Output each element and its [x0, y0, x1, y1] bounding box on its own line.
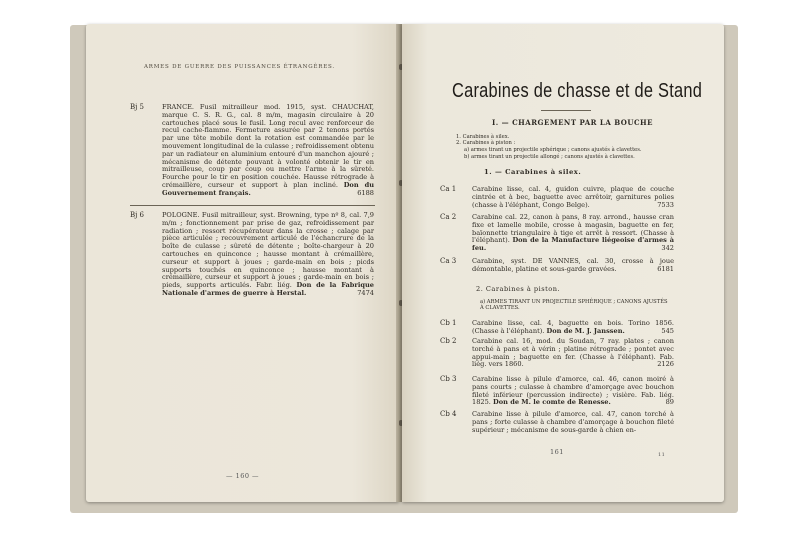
entry-code: Cb 4 — [440, 410, 457, 418]
entry-cb3 — [440, 376, 674, 412]
subsection-heading: 2. Carabines à piston. — [476, 285, 561, 293]
entry-bj6 — [130, 212, 376, 322]
entry-code: Ca 2 — [440, 213, 457, 221]
entry-ca1 — [440, 186, 674, 216]
title-rule — [541, 110, 591, 111]
entry-text: Carabine, syst. DE VANNES, cal. 30, crosse à joue démontable, platine et sous-garde gravées. 6181 — [472, 257, 674, 273]
entry-code: Bj 5 — [130, 103, 144, 111]
toc-item: a) armes tirant un projectile sphérique ; canons ajustés à clavettes. — [464, 147, 642, 153]
entry-text: Carabine lisse, cal. 4, guidon cuivre, plaque de couche cintrée et à bec, baguette avec arrêtoir, garnitures polies (chasse à l'éléphant, Congo Belge). 7533 — [472, 185, 674, 209]
entry-code: Cb 2 — [440, 337, 457, 345]
entry-number: 342 — [661, 244, 674, 253]
page-number: — 160 — — [226, 472, 260, 480]
entry-code: Cb 3 — [440, 375, 457, 383]
entry-number: 545 — [661, 326, 674, 335]
entry-code: Ca 1 — [440, 185, 457, 193]
entry-number: 7474 — [357, 288, 374, 297]
entry-number: 7533 — [657, 200, 674, 209]
entry-cb2 — [440, 338, 674, 374]
toc-item: 2. Carabines à piston : — [456, 140, 516, 146]
entry-donor: Don de M. J. Janssen. — [546, 326, 625, 335]
entry-number: 6181 — [657, 264, 674, 273]
entry-text: POLOGNE. Fusil mitrailleur, syst. Browning, type nº 8, cal. 7,9 m/m ; fonctionnement par prise de gaz, refroidissement par radiation ; ressort récupérateur dans la crosse ; calage par pièce articulée ; recouvrement articulé de l'échancrure de la boîte de culasse ; sûreté de détente ; boîte-chargeur à 20 cartouches en quinconce ; hausse montant à crémaillère, curseur et support à joues ; garde-main en bois ; picds supports touchés en quinconce ; hausse montant à crémaillère, curseur et support à joues ; garde-main en bois ; pieds, supports articulés. Fabr. liég. Don de la Fabrique Nationale d'armes de guerre à Herstal. 7474 — [162, 211, 374, 297]
running-head: ARMES DE GUERRE DES PUISSANCES ÉTRANGÈRES. — [144, 64, 335, 70]
entry-ca3 — [440, 258, 674, 278]
entry-number: 6188 — [357, 188, 374, 197]
entry-bj5 — [130, 104, 376, 214]
entry-text: Carabine lisse à pilule d'amorce, cal. 46, canon moiré à pans courts ; culasse à chambre d'amorçage avec bouchon fileté inférieur (percussion indirecte) ; visière. Fab. liég. 1825. Don de M. le comte de Renesse. 89 — [472, 375, 674, 407]
page-number: 161 — [550, 448, 564, 456]
entry-code: Ca 3 — [440, 257, 457, 265]
page-title: Carabines de chasse et de Stand — [452, 80, 703, 102]
divider — [130, 205, 375, 206]
entry-code: Cb 1 — [440, 319, 457, 327]
entry-donor: Don du Gouvernement français. — [162, 180, 374, 197]
entry-ca2 — [440, 214, 674, 258]
entry-text: FRANCE. Fusil mitrailleur mod. 1915, syst. CHAUCHAT, marque C. S. R. G., cal. 8 m/m, magasin circulaire à 20 cartouches placé sous le fusil. Long recul avec renforceur de recul cache-flamme. Fermeture assurée par 2 tenons portés par une tête mobile dont la rotation est commandée par le mouvement longitudinal de la culasse ; refroidissement obtenu par un radiateur en aluminium entouré d'un manchon ajouré ; mécanisme de détente pouvant à volonté obtenir le tir en mitrailleuse, coup par coup ou mettre l'arme à la sûreté. Fourche pour le tir en position couchée. Hausse rétrograde à crémaillère, curseur et support à plan incliné. Don du Gouvernement français. 6188 — [162, 103, 374, 197]
signature-mark: 11 — [658, 452, 666, 458]
entry-code: Bj 6 — [130, 211, 144, 219]
toc-item: b) armes tirant un projectile allongé ; canons ajustés à clavettes. — [464, 154, 635, 160]
entry-text: Carabine lisse, cal. 4, baguette en bois. Torino 1856. (Chasse à l'éléphant). Don de M. J. Janssen. 545 — [472, 319, 674, 335]
entry-number: 89 — [665, 398, 674, 407]
entry-number: 2126 — [657, 360, 674, 369]
entry-donor: Don de M. le comte de Renesse. — [493, 398, 611, 407]
left-page — [86, 24, 399, 502]
entry-text: Carabine cal. 16, mod. du Soudan, 7 ray. plates ; canon torché à pans et à vérin ; platine rétrograde ; pontet avec appui-main ; baguette en fer. (Chasse à l'éléphant). Fab. liég. vers 1860. 2126 — [472, 337, 674, 369]
subsection-note: a) ARMES TIRANT UN PROJECTILE SPHÉRIQUE ; CANONS AJUSTÉS À CLAVETTES. — [480, 299, 668, 312]
toc-item: 1. Carabines à silex. — [456, 134, 510, 140]
entry-text: Carabine lisse à pilule d'amorce, cal. 47, canon torché à pans ; forte culasse à chambre d'amorçage à bouchon fileté supérieur ; mécanisme de sous-garde à chien en- — [472, 410, 674, 434]
entry-donor: Don de la Fabrique Nationale d'armes de guerre à Herstal. — [162, 281, 374, 297]
subsection-heading: 1. — Carabines à silex. — [484, 168, 582, 176]
entry-donor: Don de la Manufacture liégeoise d'armes à feu. — [472, 236, 674, 253]
entry-cb4 — [440, 411, 674, 443]
section-heading: I. — CHARGEMENT PAR LA BOUCHE — [492, 118, 653, 127]
entry-text: Carabine cal. 22, canon à pans, 8 ray. arrond., hausse cran fixe et lamelle mobile, crosse à magasin, baguette en fer, baïonnette triangulaire à tige et arrêt à ressort. (Chasse à l'éléphant). Don de la Manufacture liégeoise d'armes à feu. 342 — [472, 213, 674, 253]
